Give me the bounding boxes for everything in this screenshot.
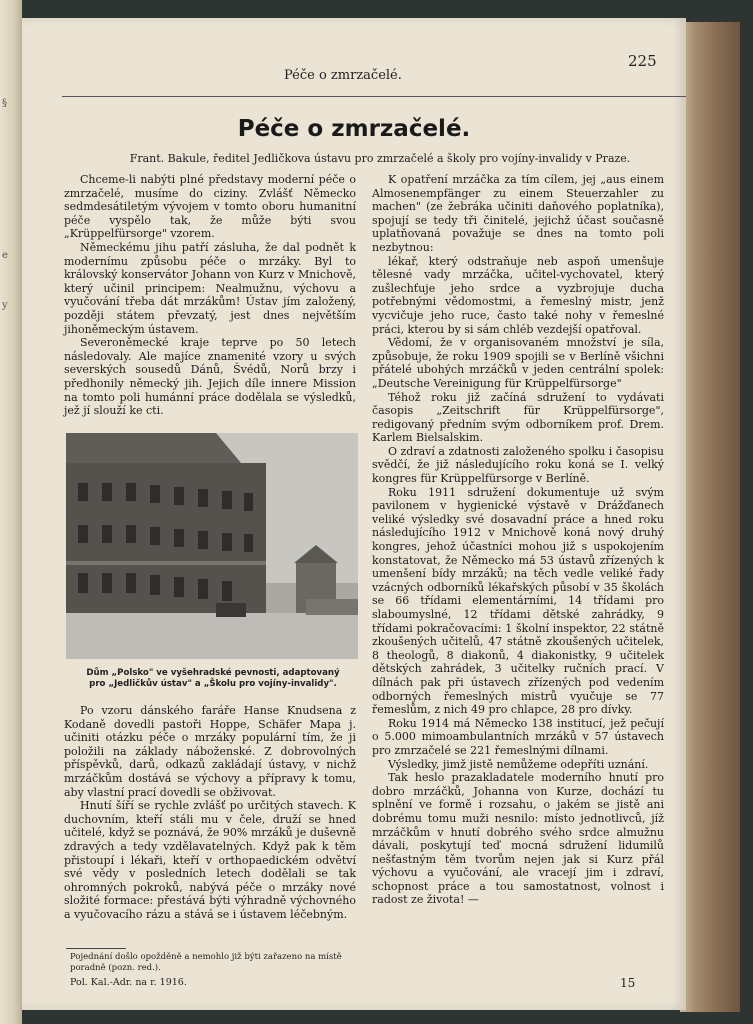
photo-caption: Dům „Polsko" ve vyšehradské pevnosti, adaptovaný pro „Jedličkův ústav" a „Školu pro vojíny-invalidy". — [86, 668, 340, 689]
edge-mark: y — [2, 300, 8, 311]
paragraph: Roku 1911 sdružení dokumentuje už svým pavilonem v hygienické výstavě v Drážďanech veliké výsledky své dosavadní práce a hned roku následujícího 1912 v Mnichově koná nový druhý kongres, jehož účastníci mohou již s uspokojením konstatovat, že Německo má 53 ústavů zřízených k umenšení bídy mrzáků; na těch vedle veliké řady vzácných odborníků lékařských působí v 35 školách se 66 třídami elementárními, 14 třídami pro slaboumyslné, 12 třídami dětské zahrádky, 9 třídami pokračovacími: 1 školní inspektor, 22 státně zkoušených učitelů, 47 státně zkoušených učitelek, 8 theologů, 8 diakonů, 4 diakonistky, 9 učitelek dětských zahrádek, 3 učitelky ručních prací. V dílnách pak při ústavech zřízených pod vedením odborných řemeslných mistrů vyučuje se 77 řemeslům, z nich 49 pro chlapce, 28 pro dívky. — [372, 485, 664, 717]
footer-signature-number: 15 — [620, 976, 636, 990]
article-byline: Frant. Bakule, ředitel Jedličkova ústavu pro zmrzačelé a školy pro vojíny-invalidy v Praze. — [129, 152, 631, 165]
paragraph: Po vzoru dánského faráře Hanse Knudsena z Kodaně dovedli pastoři Hoppe, Schäfer Mapa j. učiniti otázku péče o mrzáky populární tím, že ji položili na základy náboženské. Z dobrovolných příspěvků, darů, odkazů zakládají ústavy, v nichž mrzáčkům dostává se výchovy a přípravy k tomu, aby vlastní prací dovedli se obživovat. — [64, 704, 356, 799]
paragraph: lékař, který odstraňuje neb aspoň umenšuje tělesné vady mrzáčka, učitel-vychovatel, který zušlechťuje jeho srdce a vyzbrojuje ducha potřebnými vědomostmi, a řemeslný mistr, jenž vycvičuje jeho ruce, často také nohy v řemeslné práci, kterou by si sám chléb vezdejší opatřoval. — [372, 254, 664, 336]
left-column-lower — [64, 704, 356, 922]
paragraph: O zdraví a zdatnosti založeného spolku i časopisu svědčí, že již následujícího roku koná se I. velký kongres für Krüppelfürsorge v Berlíně. — [372, 444, 665, 486]
paragraph: Tak heslo prazakladatele moderního hnutí pro dobro mrzáčků, Johanna von Kurze, dochází tu splnění ve formě i rozsahu, o jakém se jistě ani dobrému tomu muži nesnilo: místo jednotlivců, jíž mrzáčkům v hnutí dobrého svého srdce almužnu dávali, poskytují teď mocná sdružení lidumilů nešťastným těm tvorům nejen jak si Kurz přál výchovu a vyučování, ale vracejí jim i zdraví, schopnost práce a tou samostatnost, volnost i radost ze života! — — [372, 771, 664, 907]
paragraph: Chceme-li nabýti plné představy moderní péče o zmrzačelé, musíme do ciziny. Zvlášť Německo sedmdesátiletým vývojem v tomto oboru humanitní péče vyspělo tak, že může býti svou „Krüppelfürsorge" vzorem. — [64, 173, 356, 241]
edge-mark: e — [2, 250, 8, 261]
book-page-stack — [680, 22, 740, 1012]
right-column — [372, 173, 664, 907]
footnote: Pojednání došlo opožděně a nemohlo již býti zařazeno na místě poradně (pozn. red.). — [70, 952, 342, 973]
footnote-rule — [66, 948, 126, 949]
paragraph: Německému jihu patří zásluha, že dal podnět k modernímu způsobu péče o mrzáky. Byl to královský konservátor Johann von Kurz v Mnichově, který učinil principem: Nealmužnu, výchovu a vyučování třeba dát mrzákům! Ústav jím založený, později státem převzatý, jest dnes největším jihoněmeckým ústavem. — [64, 240, 356, 336]
footer-source: Pol. Kal.-Adr. na r. 1916. — [70, 977, 187, 988]
left-column — [64, 173, 356, 418]
building-photo-illustration — [66, 433, 358, 659]
article-title: Péče o zmrzačelé. — [237, 116, 471, 142]
paragraph: Téhož roku již začíná sdružení to vydávati časopis „Zeitschrift für Krüppelfürsorge", redigovaný předním svým odborníkem prof. Drem. Karlem Bielsalskim. — [372, 390, 664, 445]
paragraph: Hnutí šíří se rychle zvlášť po určitých stavech. K duchovním, kteří stáli mu v čele, druží se hned učitelé, když se poznává, že 90% mrzáků je duševně zdravých a tedy vzdělavatelných. Když pak k těm přistoupí i lékaři, kteří v orthopaedickém odvětví své vědy v posledních letech dodělali se tak ohromných pokroků, nabývá péče o mrzáky nové složité formace: přestává býti výhradně výchovného a vyučovacího rázu a stává se i ústavem léčebným. — [64, 799, 356, 921]
building-photo — [66, 433, 358, 659]
paragraph: Roku 1914 má Německo 138 institucí, jež pečují o 5.000 mimoambulantních mrzáků v 57 ústavech pro zmrzačelé se 221 řemeslnými dílnami. — [372, 716, 664, 757]
paragraph: Severoněmecké kraje teprve po 50 letech následovaly. Ale majíce znamenité vzory u svých severských sousedů Dánů, Švédů, Norů brzy i předhonily německý jih. Jejich díle innere Mission na tomto poli humánní práce dodělala se výsledků, jež jí slouží ke cti. — [64, 336, 356, 418]
running-head: Péče o zmrzačelé. — [284, 68, 402, 83]
left-page-edge — [0, 0, 22, 1024]
edge-mark: § — [2, 98, 7, 109]
paragraph: K opatření mrzáčka za tím cílem, jej „aus einem Almosenempfänger zu einem Steuerzahler zu machen" (ze žebráka učiniti daňového poplatníka), spojují se tedy tři činitelé, jejichž účast současně uplatňovaná považuje se dnes na tomto poli nezbytnou: — [372, 173, 664, 254]
book-page — [22, 18, 686, 1010]
paragraph: Výsledky, jimž jistě nemůžeme odepříti uznání. — [388, 757, 649, 771]
paragraph: Vědomí, že v organisovaném množství je síla, způsobuje, že roku 1909 spojili se v Berlíně všichni přátelé ubohých mrzáčků v jeden centrální spolek: „Deutsche Vereinigung für Krüppelfürsorge" — [372, 336, 664, 390]
page-number: 225 — [628, 52, 657, 70]
header-rule — [62, 96, 686, 97]
